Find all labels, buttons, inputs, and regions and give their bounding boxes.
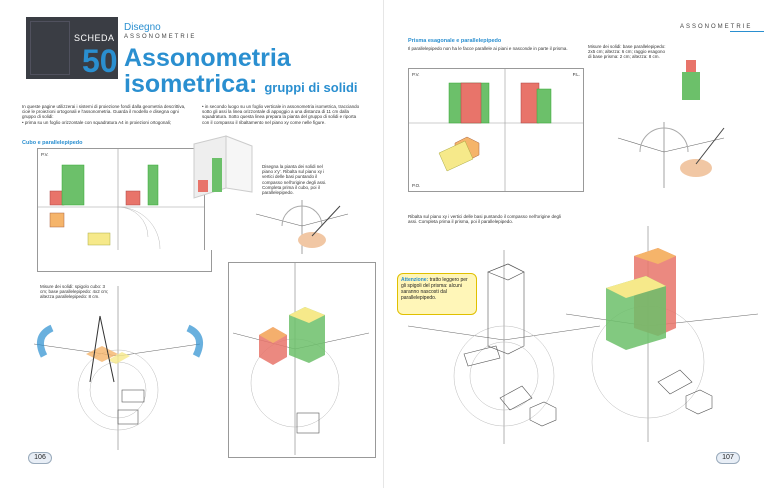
compass-hand-illustration-right <box>614 118 734 190</box>
section-label: Disegno <box>124 22 161 33</box>
instruction-text-right: Ribalta sul piano xy i vertici delle basi puntando il compasso nell'origine degli assi. Completa prima il prisma, poi il parallelepipedo. <box>408 214 561 225</box>
intro-col1: In queste pagine utilizzerai i sistemi di proiezione fondi dalla geometria descrittiva, cioè le proiezioni ortogonali e l'assonometria. Guarda il modello e disegna ogni gruppo di solidi: • prima su un foglio orizzontale con squadratura A4 in proiezioni ortogonali; <box>22 104 186 125</box>
pv-label: P.V. <box>41 152 49 157</box>
attention-note <box>397 273 477 315</box>
isometric-solution-drawing <box>562 226 762 444</box>
po-frame <box>37 250 212 272</box>
compass-hand-illustration <box>252 196 352 256</box>
measures-text: Misure dei solidi: spigolo cubo: 3 cm; base parallelepipedo: 4x2 cm; altezza parallelepipedo: 8 cm. <box>40 284 109 300</box>
page-title-line1: Assonometria <box>124 44 291 72</box>
header-label: ASSONOMETRIE <box>680 24 753 30</box>
model-3d-illustration <box>186 132 256 202</box>
badge-grid-decoration <box>30 21 70 75</box>
pl-label-right: P.L. <box>572 72 580 77</box>
pv-label-right: P.V. <box>412 72 420 77</box>
model-3d-right <box>674 54 714 104</box>
orthographic-drawing-right <box>409 69 583 191</box>
title-sub: gruppi di solidi <box>264 80 358 95</box>
po-label-right: P.O. <box>412 183 421 188</box>
scheda-badge <box>26 17 118 79</box>
isometric-drawing-2 <box>229 263 375 457</box>
page-number-left: 106 <box>28 452 52 464</box>
example-title: Cubo e parallelepipedo <box>22 140 83 146</box>
isometric-exercise-1 <box>30 286 210 452</box>
subsection-label: ASSONOMETRIE <box>124 34 197 40</box>
header-rule <box>730 31 764 32</box>
note-text: tratto leggero per gli spigoli del prisma: alcuni saranno nascosti dal parallelepipedo. <box>401 277 468 301</box>
orthographic-frame-right <box>408 68 584 192</box>
badge-number: 50 <box>82 43 118 79</box>
page-number-right: 107 <box>716 452 740 464</box>
isometric-exercise-2 <box>228 262 376 458</box>
intro-col2: • in secondo luogo su un foglio verticale in assonometria isometrica, tracciando sotto gli assi la linea orizzontale di appoggio a una distanza di 11 cm dalla squadratura. Sotto questa linea prepara la pianta del gruppo di solidi e riporta con il compasso il ribaltamento nel piano xy come nelle figure. <box>202 104 360 125</box>
measures-text-right: Misure dei solidi: base parallelepipedo: 2x5 cm; altezza: 6 cm; raggio esagono di base prisma: 2 cm; altezza: 8 cm. <box>588 44 666 60</box>
title-main: isometrica: <box>124 70 258 98</box>
example-title-right: Prisma esagonale e parallelepipedo <box>408 38 502 44</box>
page-title-line2 <box>124 70 358 99</box>
note-title: Attenzione: <box>401 277 429 283</box>
badge-scheda-label: SCHEDA <box>74 33 115 43</box>
instruction-text: Disegna la pianta dei solidi nel piano x'y'. Ribalta sul piano xy i vertici delle basi puntando il compasso nell'origine degli assi. Completa prima il cubo, poi il parallelepipedo. <box>262 164 327 195</box>
example-text-right: Il parallelepipedo non ha le facce parallele ai piani e nasconde in parte il prisma. <box>408 46 568 51</box>
right-page <box>384 0 768 488</box>
